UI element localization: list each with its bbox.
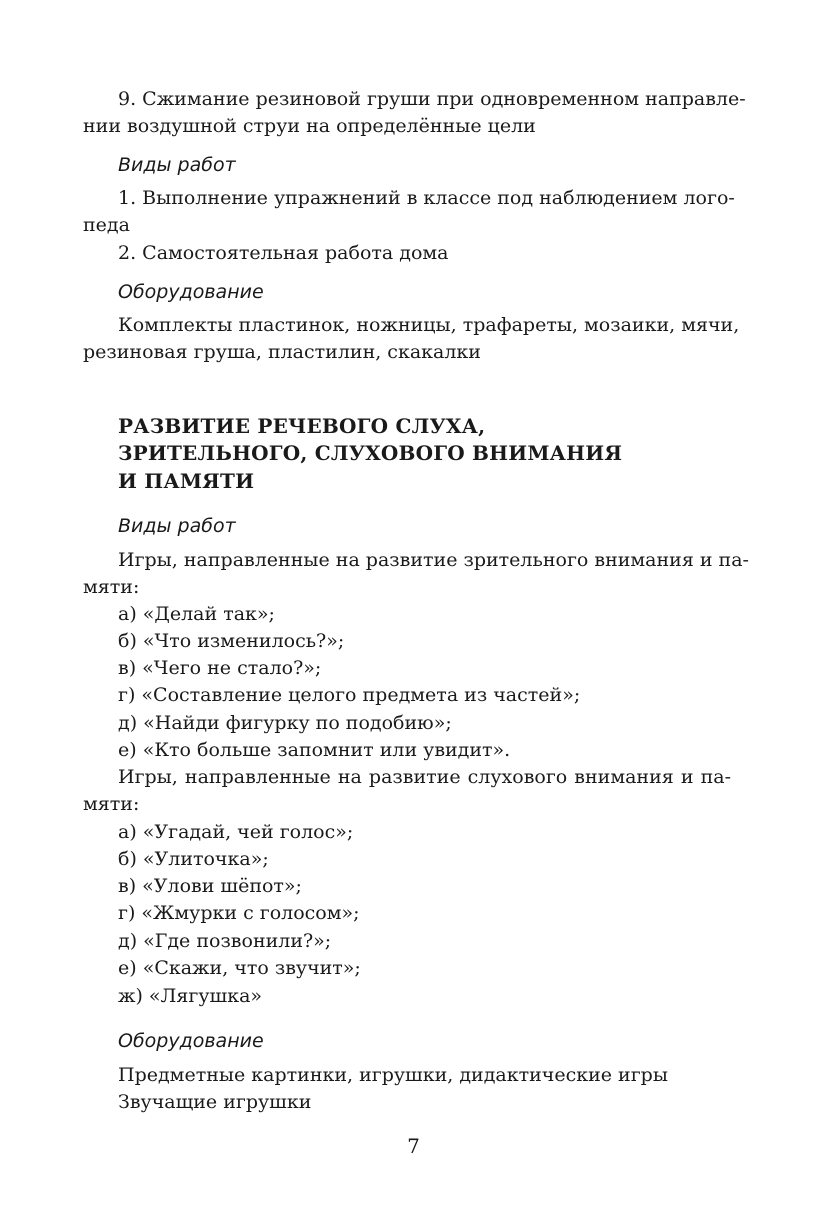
paragraph-line: мяти: <box>83 793 140 815</box>
list-item: д) «Где позвонили?»; <box>118 930 332 952</box>
subheading-equipment: Оборудование <box>118 1030 264 1052</box>
list-item: д) «Найди фигурку по подобию»; <box>118 712 452 734</box>
subheading-equipment: Оборудование <box>118 281 264 303</box>
paragraph-line: 9. Сжимание резиновой груши при одновременном направле- <box>118 88 746 110</box>
paragraph-line: нии воздушной струи на определённые цели <box>83 115 536 137</box>
paragraph-line: 2. Самостоятельная работа дома <box>118 242 449 264</box>
list-item: б) «Что изменилось?»; <box>118 630 345 652</box>
list-item: е) «Скажи, что звучит»; <box>118 957 361 979</box>
paragraph-line: педа <box>83 214 130 236</box>
list-item: б) «Улиточка»; <box>118 848 269 870</box>
section-title: ЗРИТЕЛЬНОГО, СЛУХОВОГО ВНИМАНИЯ <box>118 441 623 465</box>
subheading-work-types: Виды работ <box>118 154 236 176</box>
list-item: г) «Составление целого предмета из частей»; <box>118 684 581 706</box>
list-item: а) «Угадай, чей голос»; <box>118 821 354 843</box>
list-item: е) «Кто больше запомнит или увидит». <box>118 739 511 761</box>
page-number: 7 <box>407 1134 420 1158</box>
paragraph-line: Комплекты пластинок, ножницы, трафареты, мозаики, мячи, <box>118 314 740 336</box>
list-item: г) «Жмурки с голосом»; <box>118 902 360 924</box>
list-item: ж) «Лягушка» <box>118 985 263 1007</box>
subheading-work-types: Виды работ <box>118 515 236 537</box>
paragraph-line: 1. Выполнение упражнений в классе под наблюдением лого- <box>118 187 735 209</box>
section-title: РАЗВИТИЕ РЕЧЕВОГО СЛУХА, <box>118 414 486 438</box>
list-item: в) «Чего не стало?»; <box>118 657 322 679</box>
list-item: в) «Улови шёпот»; <box>118 875 302 897</box>
paragraph-line: Игры, направленные на развитие зрительного внимания и па- <box>118 549 749 571</box>
paragraph-line: резиновая груша, пластилин, скакалки <box>83 341 481 363</box>
paragraph-line: Игры, направленные на развитие слухового внимания и па- <box>118 766 731 788</box>
paragraph-line: мяти: <box>83 576 140 598</box>
section-title: И ПАМЯТИ <box>118 469 255 493</box>
paragraph-line: Звучащие игрушки <box>118 1091 312 1113</box>
paragraph-line: Предметные картинки, игрушки, дидактические игры <box>118 1064 668 1086</box>
list-item: а) «Делай так»; <box>118 603 275 625</box>
